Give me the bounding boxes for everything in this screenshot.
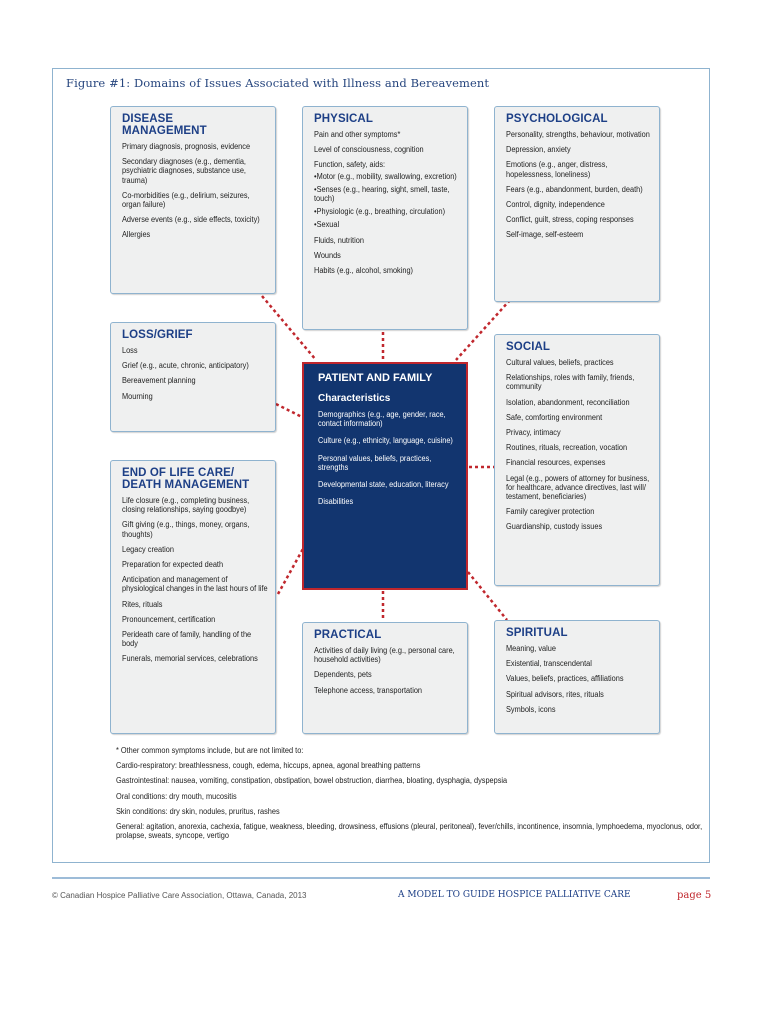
connector-loss [276,404,302,417]
list-item: Family caregiver protection [506,507,595,517]
list-item: Activities of daily living (e.g., personal care, household activities) [314,646,455,665]
patient-family-title: PATIENT AND FAMILY [318,372,433,384]
list-item: Demographics (e.g., age, gender, race, contact information) [318,410,446,429]
patient-family-box [302,362,468,590]
list-item: Depression, anxiety [506,145,571,155]
footnote-line: Skin conditions: dry skin, nodules, pruritus, rashes [116,806,280,816]
list-item: Conflict, guilt, stress, coping responses [506,215,634,225]
list-item: Legacy creation [122,544,174,554]
list-item: Spiritual advisors, rites, rituals [506,689,604,699]
list-item: Safe, comforting environment [506,412,603,422]
list-item: Values, beliefs, practices, affiliations [506,674,624,684]
footnote-line: Cardio-respiratory: breathlessness, cough, edema, hiccups, apnea, agonal breathing patterns [116,761,421,771]
list-item: Symbols, icons [506,704,556,714]
list-item: Self-image, self-esteem [506,230,584,240]
physical-title: PHYSICAL [314,113,373,125]
list-subitem: • Sexual [314,220,460,229]
list-item: Control, dignity, independence [506,200,605,210]
list-item: Fluids, nutrition [314,235,364,245]
footnote-line: Oral conditions: dry mouth, mucositis [116,791,237,801]
list-item: Financial resources, expenses [506,458,606,468]
end-of-life-box [110,460,276,734]
social-box [494,334,660,586]
psychological-box [494,106,660,302]
list-item: Secondary diagnoses (e.g., dementia, psychiatric diagnoses, substance use, trauma) [122,157,246,185]
list-item: Pronouncement, certification [122,614,216,624]
list-item: Funerals, memorial services, celebrations [122,654,258,664]
list-item: Disabilities [318,497,354,507]
list-item: Co-morbidities (e.g., delirium, seizures, organ failure) [122,190,250,210]
footer-page-number: page 5 [677,890,712,901]
connector-endoflife [278,547,304,594]
list-item: Grief (e.g., acute, chronic, anticipatory) [122,361,249,371]
end-of-life-title: END OF LIFE CARE/ DEATH MANAGEMENT [122,467,250,491]
footnote-line: * Other common symptoms include, but are not limited to: [116,746,304,755]
spiritual-box [494,620,660,734]
footer-divider [52,877,710,879]
list-item: Habits (e.g., alcohol, smoking) [314,266,414,276]
list-item: Function, safety, aids: [314,160,386,170]
list-item: Anticipation and management of physiological changes in the last hours of life [122,575,268,594]
list-item: Telephone access, transportation [314,685,423,695]
spiritual-title: SPIRITUAL [506,627,568,639]
list-item: Preparation for expected death [122,560,224,570]
social-title: SOCIAL [506,341,551,353]
loss-grief-title: LOSS/GRIEF [122,329,193,341]
list-item: Legal (e.g., powers of attorney for business, for healthcare, advance directives, last will/ testament, beneficiaries) [506,473,650,502]
list-item: Adverse events (e.g., side effects, toxicity) [122,215,260,225]
list-item: Allergies [122,230,151,240]
list-item: Fears (e.g., abandonment, burden, death) [506,184,643,194]
list-item: Cultural values, beliefs, practices [506,358,614,367]
footnote-line: General: agitation, anorexia, cachexia, fatigue, weakness, bleeding, drowsiness, effusions (pleural, peritoneal), fever/chills, incontinence, insomnia, lymphoedema, myoclonus, odor, prolapse, sweats, syncope, vertigo [116,822,703,841]
list-item: Isolation, abandonment, reconciliation [506,397,630,407]
psychological-title: PSYCHOLOGICAL [506,113,608,125]
list-item: Primary diagnosis, prognosis, evidence [122,142,251,151]
list-item: Perideath care of family, handling of the body [122,630,252,649]
list-item: Gift giving (e.g., things, money, organs, thoughts) [122,520,250,539]
disease-management-title: DISEASE MANAGEMENT [122,113,207,137]
figure-title: Figure #1: Domains of Issues Associated with Illness and Bereavement [66,76,490,90]
list-item: Meaning, value [506,644,556,653]
list-item: Bereavement planning [122,376,196,386]
list-item: Relationships, roles with family, friends, community [506,373,635,392]
practical-title: PRACTICAL [314,629,382,641]
list-item: Level of consciousness, cognition [314,145,424,155]
list-item: Routines, rituals, recreation, vocation [506,443,628,453]
list-subitem: • Senses (e.g., hearing, sight, smell, taste, touch) [314,185,460,203]
list-item: Culture (e.g., ethnicity, language, cuisine) [318,436,453,446]
practical-box [302,622,468,734]
list-item: Pain and other symptoms* [314,130,401,139]
loss-grief-box [110,322,276,432]
list-item: Privacy, intimacy [506,428,561,438]
footnote-line: Gastrointestinal: nausea, vomiting, constipation, obstipation, bowel obstruction, diarrhea, bloating, dysphagia, dyspepsia [116,776,508,786]
list-subitem: • Motor (e.g., mobility, swallowing, excretion) [314,172,460,181]
list-item: Rites, rituals [122,599,163,609]
list-item: Mourning [122,391,153,401]
footnote [116,746,706,846]
list-item: Wounds [314,250,341,260]
list-subitem: • Physiologic (e.g., breathing, circulation) [314,207,460,216]
list-item: Developmental state, education, literacy [318,480,449,490]
list-item: Personal values, beliefs, practices, strengths [318,453,432,472]
physical-box [302,106,468,330]
list-item: Guardianship, custody issues [506,522,603,532]
characteristics-subtitle: Characteristics [318,393,391,404]
disease-management-box [110,106,276,294]
list-item: Emotions (e.g., anger, distress, hopelessness, loneliness) [506,160,608,179]
list-item: Existential, transcendental [506,659,592,669]
list-item: Personality, strengths, behaviour, motivation [506,130,650,139]
list-item: Dependents, pets [314,670,372,680]
footer-doc-title: A MODEL TO GUIDE HOSPICE PALLIATIVE CARE [398,890,631,900]
list-item: Loss [122,346,138,355]
list-item: Life closure (e.g., completing business, closing relationships, saying goodbye) [122,496,250,515]
footer-copyright: © Canadian Hospice Palliative Care Association, Ottawa, Canada, 2013 [52,891,307,900]
